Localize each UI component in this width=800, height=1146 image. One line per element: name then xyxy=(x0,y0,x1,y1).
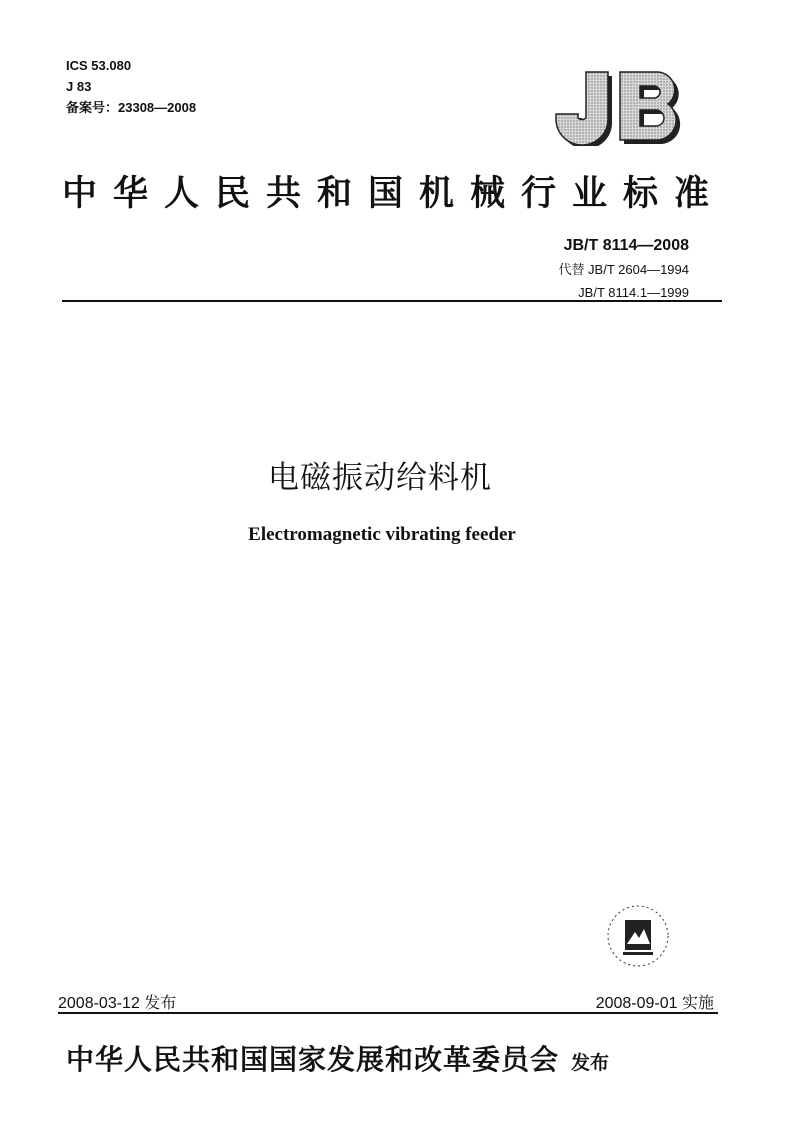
issue-action: 发布 xyxy=(571,1052,610,1074)
implementation-date: 2008-09-01 实施 xyxy=(595,995,714,1012)
record-number: 备案号：23308—2008 xyxy=(66,100,197,115)
footer-divider xyxy=(58,1012,718,1014)
header-divider xyxy=(62,300,722,302)
issuer-line xyxy=(66,1038,609,1078)
classification-codes xyxy=(66,55,196,118)
standard-number: JB/T 8114—2008 xyxy=(563,237,689,254)
issue-date: 2008-03-12 发布 xyxy=(58,995,177,1012)
publisher-seal-icon xyxy=(603,900,673,972)
issuing-organization: 中华人民共和国国家发展和改革委员会 xyxy=(66,1043,560,1076)
standard-numbers xyxy=(558,234,689,304)
document-title-en: Electromagnetic vibrating feeder xyxy=(248,524,516,545)
class-code: J 83 xyxy=(66,79,92,94)
ics-code: ICS 53.080 xyxy=(66,58,132,73)
industry-standard-title: 中华人民共和国机械行业标准 xyxy=(62,174,726,214)
replaces-line-1: 代替 JB/T 2604—1994 xyxy=(558,262,689,277)
jb-logo-icon xyxy=(528,66,688,146)
document-title-cn: 电磁振动给料机 xyxy=(268,460,492,496)
replaces-line-2: JB/T 8114.1—1999 xyxy=(578,285,689,300)
